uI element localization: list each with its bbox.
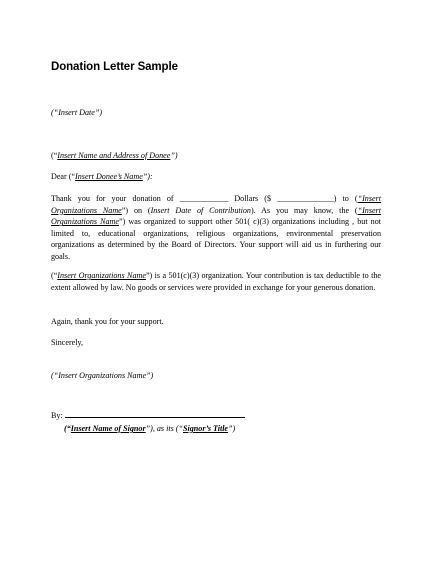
p1-text-2: ”) on ( bbox=[121, 205, 151, 215]
signer-open: (“ bbox=[64, 424, 71, 433]
date-placeholder: (“Insert Date”) bbox=[51, 108, 103, 117]
salutation-placeholder: Insert Donee’s Name bbox=[75, 172, 143, 181]
salutation-close: ”): bbox=[142, 172, 153, 181]
salutation-dear: Dear (“ bbox=[51, 172, 76, 181]
p1-text-3: ). As you may know, the ( bbox=[250, 205, 358, 215]
salutation bbox=[51, 171, 153, 183]
signature-line bbox=[51, 410, 245, 422]
signature-rule bbox=[65, 410, 245, 418]
org-name-placeholder: (“Insert Organizations Name”) bbox=[51, 371, 154, 380]
signer-title-placeholder: Signor’s Title bbox=[182, 424, 229, 433]
paragraph-tax bbox=[51, 270, 381, 293]
closing: Sincerely, bbox=[51, 338, 84, 347]
donee-open: (“ bbox=[51, 151, 58, 160]
signer-close: ”) bbox=[228, 424, 236, 433]
signer-mid: ”), as its (“ bbox=[145, 424, 183, 433]
p2-open: (“ bbox=[51, 271, 58, 280]
donee-address-line bbox=[51, 150, 178, 162]
signer-line bbox=[64, 423, 235, 435]
paragraph-donation bbox=[51, 193, 381, 263]
p1-org-placeholder-2: “Insert Organizations Name bbox=[51, 205, 381, 227]
donee-close: ”) bbox=[170, 151, 178, 160]
p1-org-placeholder-1: “Insert Organizations Name bbox=[51, 194, 381, 215]
donee-placeholder: Insert Name and Address of Donee bbox=[57, 151, 171, 160]
page-title: Donation Letter Sample bbox=[51, 61, 178, 73]
p2-text: ”) is a 501(c)(3) organization. Your contribution is tax deductible to the extent allowed by law. No goods or services were provided in exchange for your generous donation. bbox=[51, 271, 381, 292]
thanks-line: Again, thank you for your support. bbox=[51, 317, 164, 326]
p2-org-placeholder: Insert Organizations Name bbox=[57, 271, 146, 280]
signer-name-placeholder: Insert Name of Signor bbox=[70, 424, 146, 433]
p1-date-placeholder: Insert Date of Contribution bbox=[150, 205, 251, 215]
p1-text-4: ”) was organized to support other 501( c)(3) organizations including , but not limited to, educational organizations, religious organizations, environmental preservation organizations as determined by the Board of Directors. Your support will aid us in furthering our goals. bbox=[51, 217, 381, 261]
p1-text-1: Thank you for your donation of ____________ Dollars ($ ______________) to ( bbox=[51, 194, 358, 203]
by-label: By: bbox=[51, 411, 63, 420]
